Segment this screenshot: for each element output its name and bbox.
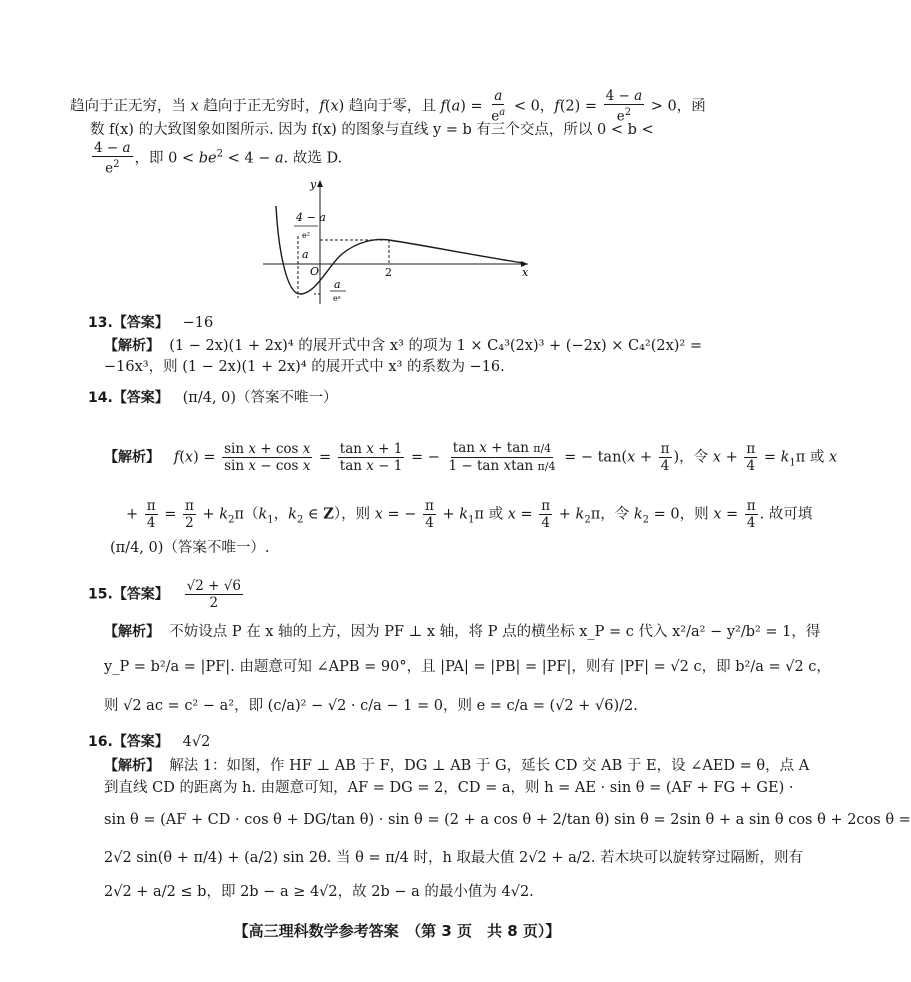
q13-answer-label: 【答案】	[112, 315, 169, 331]
q14-answer: (π/4, 0)（答案不唯一）	[182, 390, 338, 406]
q13-number: 13.	[88, 315, 113, 331]
label-top-den: e²	[302, 231, 310, 240]
q15-l1: 不妨设点 P 在 x 轴的上方，因为 PF ⊥ x 轴，将 P 点的横坐标 x_P = c 代入 x²/a² − y²/b² = 1，得	[169, 624, 821, 640]
q13-line-2: −16x³，则 (1 − 2x)(1 + 2x)⁴ 的展开式中 x³ 的系数为 −16.	[104, 359, 505, 375]
q16-l1: 解法 1：如图，作 HF ⊥ AB 于 F，DG ⊥ AB 于 G，延长 CD 交 AB 于 E，设 ∠AED = θ，点 A	[169, 758, 810, 774]
y-axis-arrow	[317, 180, 323, 187]
q16-answer-line	[88, 732, 210, 752]
q14-analysis-label: 【解析】	[104, 449, 160, 466]
q15-number: 15.	[88, 586, 113, 603]
p12-line-3: $\frac{4 - a}{e^2}$ ，即 $0 < be^2 < 4 - a$. 故选 D.	[94, 140, 343, 177]
q13-line-1	[104, 336, 702, 356]
page-footer: 【高三理科数学参考答案 （第 3 页 共 8 页）】	[233, 922, 561, 940]
q16-line-5: 2√2 + a/2 ≤ b，即 2b − a ≥ 4√2，故 2b − a 的最小值为 4√2.	[104, 884, 534, 900]
q15-answer-label: 【答案】	[112, 586, 169, 603]
q14-answer-line	[88, 388, 338, 408]
label-a: a	[302, 248, 309, 261]
p12-line-2: 数 f(x) 的大致图象如图所示. 因为 f(x) 的图象与直线 y = b 有三个交点，所以 0 < b <	[90, 122, 654, 138]
q14-line-3: (π/4, 0)（答案不唯一）.	[110, 540, 270, 556]
tick-2-label: 2	[385, 266, 392, 279]
p12-line-1: 趋向于正无穷，当 x 趋向于正无穷时，f(x) 趋向于零，且 f(a) = $\frac{a}{e^a}$ < 0，f(2) = $\frac{4 - a}{e^2}$ > 0，函	[70, 88, 706, 125]
q14-line-1: 【解析】 f(x) = $\frac{\text{sin x + cos x}}{\text{sin x − cos x}}$ = $\frac{\text{tan x + 1}}{\text{tan x − 1}}$ = − $\frac{\text{tan x + tan π/4}}{\text{1 − tan xtan π/4}}$ = − tan(x + $\frac{\pi}{4}$ )，令 x + $\frac{\pi}{4}$ = $k_1\pi$ 或 x	[104, 440, 838, 474]
q16-analysis-label: 【解析】	[104, 758, 160, 774]
q15-line-3: 则 √2 ac = c² − a²，即 (c/a)² − √2 · c/a − 1 = 0，则 e = c/a = (√2 + √6)/2.	[104, 698, 638, 714]
y-label: y	[310, 178, 317, 191]
q13-answer: −16	[182, 315, 214, 331]
q15-answer-line: 15.【答案】 $\frac{√2 + √6}{2}$	[88, 578, 241, 611]
q16-number: 16.	[88, 734, 113, 750]
q13-answer-line	[88, 313, 213, 333]
function-graph	[258, 176, 538, 306]
q16-line-3: sin θ = (AF + CD · cos θ + DG/tan θ) · sin θ = (2 + a cos θ + 2/tan θ) sin θ = 2sin θ + a sin θ cos θ + 2cos θ =	[104, 812, 911, 828]
q16-line-4: 2√2 sin(θ + π/4) + (a/2) sin 2θ. 当 θ = π/4 时，h 取最大值 2√2 + a/2. 若木块可以旋转穿过隔断，则有	[104, 850, 804, 866]
q15-line-1	[104, 622, 820, 642]
q13-l1: (1 − 2x)(1 + 2x)⁴ 的展开式中含 x³ 的项为 1 × C₄³(2x)³ + (−2x) × C₄²(2x)² =	[169, 338, 703, 354]
q14-answer-label: 【答案】	[112, 390, 169, 406]
q14-number: 14.	[88, 390, 113, 406]
label-bot-num: a	[334, 278, 341, 291]
label-bot-den: eᵃ	[333, 294, 341, 303]
q16-answer-label: 【答案】	[112, 734, 169, 750]
q13-analysis-label: 【解析】	[104, 338, 160, 354]
q16-line-1	[104, 756, 809, 776]
origin-label: O	[310, 265, 320, 278]
q15-analysis-label: 【解析】	[104, 624, 160, 640]
q16-answer: 4√2	[182, 734, 211, 750]
label-top-num: 4 − a	[296, 211, 326, 224]
q16-line-2: 到直线 CD 的距离为 h. 由题意可知，AF = DG = 2，CD = a，则 h = AE · sin θ = (AF + FG + GE) ·	[104, 780, 794, 796]
q15-line-2: y_P = b²/a = |PF|. 由题意可知 ∠APB = 90°，且 |PA| = |PB| = |PF|，则有 |PF| = √2 c，即 b²/a = √2 c，	[104, 659, 831, 675]
x-label: x	[522, 266, 529, 279]
q14-line-2: + $\frac{\pi}{4}$ = $\frac{\pi}{2}$ + $k_2\pi(k_1$，$k_2$ ∈ Z），则 x = − $\frac{\pi}{4}$ + $k_1\pi$ 或 x = $\frac{\pi}{4}$ + $k_2\pi$，令 $k_2 = 0$，则 x = $\frac{\pi}{4}$ . 故可填	[126, 498, 813, 531]
